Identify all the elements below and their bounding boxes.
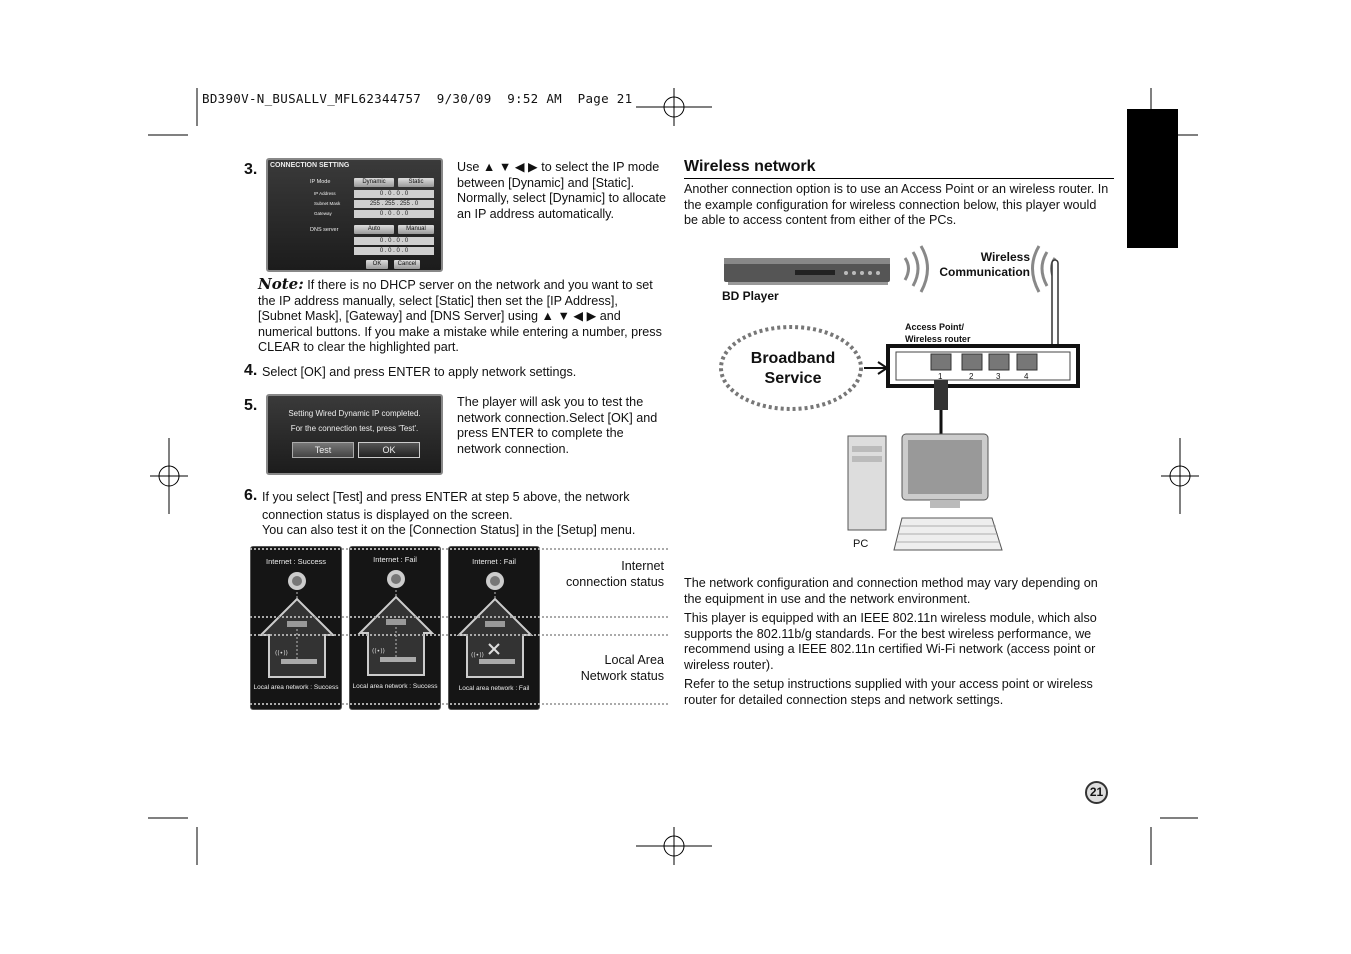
ok-button[interactable]: OK	[366, 260, 388, 269]
note-label: Note:	[258, 275, 304, 293]
step-4-number: 4.	[244, 362, 258, 379]
dns-server-label: DNS server	[310, 227, 339, 233]
bd-player-label: BD Player	[722, 289, 779, 303]
local-area-network-status-label: Local Area Network status	[580, 653, 664, 683]
wireless-network-heading: Wireless network	[684, 158, 816, 175]
subnet-mask-field[interactable]: 255 . 255 . 255 . 0	[354, 200, 434, 208]
dotted-guide-line	[250, 703, 668, 705]
manual-button[interactable]: Manual	[398, 225, 434, 234]
step-6-line-3: You can also test it on the [Connection Status] in the [Setup] menu.	[262, 523, 636, 537]
router-port-4: 4	[1024, 372, 1029, 381]
step-6-line-1: If you select [Test] and press ENTER at step 5 above, the network	[262, 490, 630, 504]
step-5-number: 5.	[244, 397, 258, 414]
dynamic-button[interactable]: Dynamic	[354, 178, 394, 187]
svg-text:((•)): ((•))	[372, 648, 385, 655]
auto-button[interactable]: Auto	[354, 225, 394, 234]
dns-secondary-field[interactable]: 0 . 0 . 0 . 0	[354, 247, 434, 255]
ip-address-field[interactable]: 0 . 0 . 0 . 0	[354, 190, 434, 198]
note-text: If there is no DHCP server on the network and you want to set the IP address manually, select [Static] then set the [IP Address], [Subnet Mask], [Gateway] and [DNS Server] using ▲ ▼ ◀ ▶ and numerical buttons. If you make a mistake while entering a number, press CLEAR to clear the highlighted part.	[258, 278, 662, 354]
ip-mode-label: IP Mode	[310, 179, 331, 185]
dialog-line-1: Setting Wired Dynamic IP completed.	[288, 409, 421, 418]
step-5-text: The player will ask you to test the network connection.Select [OK] and press ENTER to complete the network connection.	[457, 395, 658, 456]
status-panel-3	[448, 546, 540, 710]
internet-connection-status-label: Internet connection status	[565, 559, 664, 589]
local-status-text: Local area network : Fail	[458, 685, 530, 692]
gateway-label: Gateway	[314, 211, 332, 216]
local-status-text: Local area network : Success	[352, 683, 438, 690]
pc-label: PC	[853, 538, 869, 550]
section-tab	[1127, 109, 1178, 248]
dialog-line-2: For the connection test, press 'Test'.	[290, 424, 419, 433]
router-port-2: 2	[969, 372, 974, 381]
dotted-guide-line	[250, 548, 668, 550]
wireless-para-2: This player is equipped with an IEEE 802.11n wireless module, which also supports the 802.11b/g standards. For the best wireless performance, we recommend using a IEEE 802.11n certified Wi-Fi network (access point or wireless router).	[684, 611, 1097, 672]
svg-text:((•)): ((•))	[275, 650, 288, 657]
screen-title: CONNECTION SETTING	[270, 162, 350, 169]
dotted-guide-line	[250, 634, 668, 636]
static-button[interactable]: Static	[398, 178, 434, 187]
subnet-mask-label: Subnet Mask	[314, 201, 341, 206]
test-button[interactable]: Test	[292, 442, 354, 458]
internet-status-text: Internet : Fail	[472, 557, 516, 566]
wireless-communication-label: Wireless Communication	[939, 250, 1030, 279]
internet-status-text: Internet : Success	[265, 557, 327, 566]
dns-primary-field[interactable]: 0 . 0 . 0 . 0	[354, 237, 434, 245]
ok-button[interactable]: OK	[358, 442, 420, 458]
access-point-label: Access Point/ Wireless router	[905, 322, 971, 344]
broadband-service-label: Broadband Service	[750, 350, 836, 387]
step-6-number: 6.	[244, 487, 258, 504]
connection-setting-screen	[266, 158, 443, 272]
gateway-field[interactable]: 0 . 0 . 0 . 0	[354, 210, 434, 218]
dotted-guide-line	[250, 616, 668, 618]
status-panel-2	[349, 546, 441, 710]
step-6-line-2: connection status is displayed on the screen.	[262, 508, 513, 522]
internet-status-text: Internet : Fail	[373, 555, 417, 564]
step-3-text: Use ▲ ▼ ◀ ▶ to select the IP mode between [Dynamic] and [Static]. Normally, select [Dynamic] to allocate an IP address automatically.	[457, 160, 667, 221]
wireless-network-diagram	[680, 240, 1120, 560]
wireless-intro: Another connection option is to use an Access Point or an wireless router. In the example configuration for wireless connection below, this player would be able to access content from either of the PCs.	[684, 182, 1109, 227]
router-port-1: 1	[938, 372, 943, 381]
svg-text:((•)): ((•))	[471, 652, 484, 659]
print-slug: BD390V-N_BUSALLV_MFL62344757 9/30/09 9:52 AM Page 21	[202, 91, 633, 106]
wireless-para-1: The network configuration and connection method may vary depending on the equipment in use and the network environment.	[684, 576, 1098, 606]
wireless-para-3: Refer to the setup instructions supplied with your access point or wireless router for detailed connection steps and network settings.	[684, 677, 1093, 707]
page-number: 21	[1089, 785, 1104, 799]
heading-rule	[684, 178, 1114, 179]
local-status-text: Local area network : Success	[253, 684, 339, 691]
ip-address-label: IP Address	[314, 191, 336, 196]
step-4-text: Select [OK] and press ENTER to apply network settings.	[262, 365, 577, 379]
step-3-number: 3.	[244, 161, 258, 178]
router-port-3: 3	[996, 372, 1001, 381]
status-panel-1	[250, 546, 342, 710]
connection-test-dialog	[266, 394, 443, 475]
note-block	[258, 277, 663, 356]
cancel-button[interactable]: Cancel	[394, 260, 420, 269]
page-number-badge	[1085, 781, 1108, 804]
